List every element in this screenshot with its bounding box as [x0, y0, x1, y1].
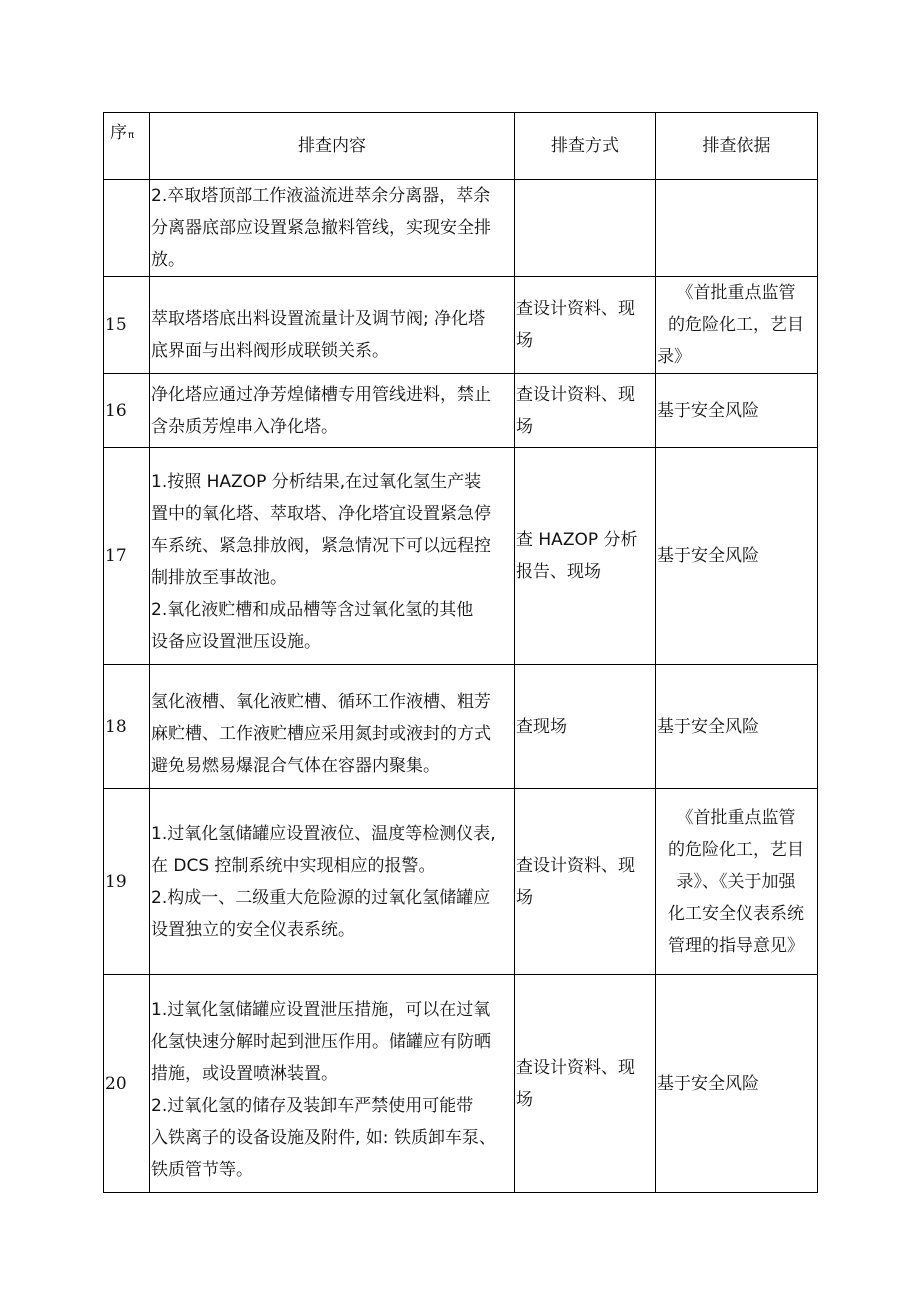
basis-line: 化工安全仪表系统: [668, 903, 804, 924]
row-method: [515, 975, 656, 1193]
content-line: 2.卒取塔顶部工作液溢流进萃余分离器，萃余: [151, 186, 491, 206]
header-row: [104, 113, 818, 180]
basis-line: 基于安全风险: [657, 546, 759, 566]
basis-line: 基于安全风险: [657, 1073, 759, 1094]
basis-line: 基于安全风险: [657, 716, 759, 737]
row-basis: [656, 277, 818, 374]
content-line: 设置独立的安全仪表系统。: [151, 919, 355, 940]
content-line: 入铁离子的设备设施及附件, 如: 铁质卸车泵、: [151, 1127, 496, 1148]
header-seq: [104, 113, 150, 180]
row-basis: [656, 374, 818, 448]
basis-line: 录》、《关于加强: [676, 871, 796, 892]
row-seq: 19: [104, 789, 150, 975]
method-line: 报告、现场: [516, 562, 601, 582]
method-line: 查设计资料、现: [516, 1057, 635, 1078]
row-basis: [656, 789, 818, 975]
row-seq: 16: [104, 374, 150, 448]
content-line: 措施，或设置喷淋装置。: [151, 1063, 338, 1084]
header-seq-label: 序: [110, 123, 127, 143]
method-line: 查设计资料、现: [516, 855, 635, 876]
table-row: [104, 277, 818, 374]
content-line: 2.构成一、二级重大危险源的过氧化氢储罐应: [151, 887, 491, 908]
header-method: 排查方式: [515, 113, 656, 180]
row-method: [515, 277, 656, 374]
table-row: [104, 448, 818, 665]
row-seq: 15: [104, 277, 150, 374]
content-line: 化氢快速分解时起到泄压作用。储罐应有防晒: [151, 1031, 491, 1052]
content-line: 底界面与出料阀形成联锁关系。: [151, 341, 389, 361]
content-line: 麻贮槽、工作液贮槽应采用氮封或液封的方式: [151, 723, 491, 744]
content-line: 避免易燃易爆混合气体在容器内聚集。: [151, 755, 440, 776]
method-line: 查设计资料、现: [516, 384, 635, 405]
inspection-table: [103, 112, 818, 1193]
content-line: 铁质管节等。: [151, 1159, 253, 1180]
content-line: 氢化液槽、氧化液贮槽、循环工作液槽、粗芳: [151, 691, 491, 712]
content-line: 分离器底部应设置紧急撤料管线，实现安全排: [151, 218, 491, 238]
basis-line: 录》: [657, 347, 691, 367]
row-method: [515, 448, 656, 665]
header-seq-mark: π: [128, 130, 135, 141]
row-method: [515, 180, 656, 277]
content-line: 车系统、紧急排放阀，紧急情况下可以远程控: [151, 536, 491, 556]
content-line: 1.过氧化氢储罐应设置泄压措施，可以在过氧: [151, 999, 491, 1020]
row-method: [515, 665, 656, 789]
content-line: 2.过氧化氢的储存及装卸车严禁使用可能带: [151, 1095, 474, 1116]
row-content: [150, 180, 515, 277]
basis-line: 的危险化工，艺目: [668, 839, 804, 860]
row-seq: 20: [104, 975, 150, 1193]
row-content: [150, 277, 515, 374]
content-line: 在 DCS 控制系统中实现相应的报警。: [151, 855, 436, 876]
row-content: [150, 975, 515, 1193]
table-row: [104, 789, 818, 975]
content-line: 含杂质芳煌串入净化塔。: [151, 416, 338, 437]
basis-line: 《首批重点监管: [676, 807, 796, 828]
row-content: [150, 789, 515, 975]
content-line: 2.氧化液贮槽和成品槽等含过氧化氢的其他: [151, 600, 474, 620]
content-line: 1.按照 HAZOP 分析结果,在过氧化氢生产装: [151, 472, 482, 492]
inspection-table-container: [103, 112, 817, 1193]
method-line: 场: [516, 887, 533, 908]
content-line: 1.过氧化氢储罐应设置液位、温度等检测仪表,: [151, 823, 496, 844]
content-line: 放。: [151, 250, 185, 270]
row-method: [515, 789, 656, 975]
method-line: 查 HAZOP 分析: [516, 530, 638, 550]
basis-line: 管理的指导意见》: [668, 935, 804, 956]
row-content: [150, 448, 515, 665]
row-content: [150, 374, 515, 448]
table-row: [104, 665, 818, 789]
table-row: [104, 180, 818, 277]
table-row: [104, 374, 818, 448]
content-line: 制排放至事故池。: [151, 568, 287, 588]
row-seq: [104, 180, 150, 277]
row-seq: 18: [104, 665, 150, 789]
method-line: 场: [516, 1089, 533, 1110]
method-line: 场: [516, 416, 533, 437]
row-basis: [656, 665, 818, 789]
row-method: [515, 374, 656, 448]
basis-line: 《首批重点监管: [676, 283, 796, 303]
row-basis: [656, 448, 818, 665]
content-line: 净化塔应通过净芳煌储槽专用管线进料，禁止: [151, 384, 491, 405]
header-basis: 排查依据: [656, 113, 818, 180]
basis-line: 基于安全风险: [657, 400, 759, 421]
row-content: [150, 665, 515, 789]
table-row: [104, 975, 818, 1193]
content-line: 设备应设置泄压设施。: [151, 632, 321, 652]
content-line: 置中的氧化塔、萃取塔、净化塔宜设置紧急停: [151, 504, 491, 524]
row-basis: [656, 975, 818, 1193]
header-content: 排查内容: [150, 113, 515, 180]
method-line: 场: [516, 331, 533, 351]
method-line: 查现场: [516, 716, 567, 737]
method-line: 查设计资料、现: [516, 299, 635, 319]
content-line: 萃取塔塔底出料设置流量计及调节阀; 净化塔: [151, 309, 486, 329]
row-basis: [656, 180, 818, 277]
basis-line: 的危险化工，艺目: [668, 315, 804, 335]
row-seq: 17: [104, 448, 150, 665]
